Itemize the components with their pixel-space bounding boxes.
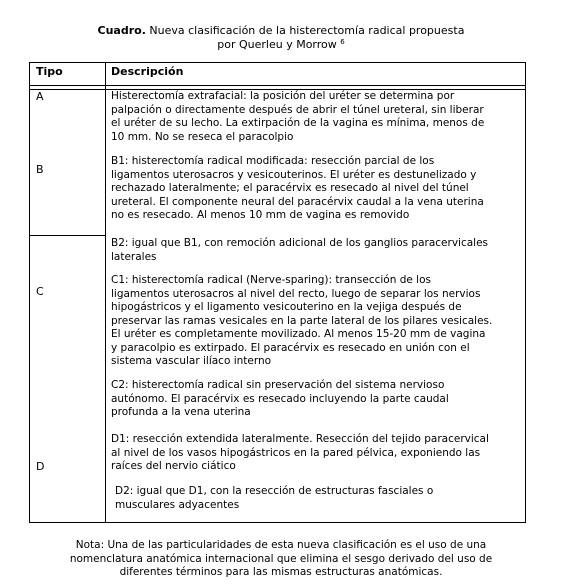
- header-tipo: Tipo: [36, 65, 63, 78]
- note-line: nomenclatura anatómica internacional que elimina el sesgo derivado del uso de: [69, 552, 493, 565]
- description-line: laterales: [111, 250, 157, 263]
- description-line: sistema vascular ilíaco interno: [111, 355, 272, 367]
- description-line: Histerectomía extrafacial: la posición del uréter se determina por: [111, 90, 455, 102]
- description-d2: [115, 485, 527, 512]
- description-line: y paracolpio es extirpado. El paracérvix es resecado en unión con el: [111, 341, 470, 354]
- description-line: ligamentos uterosacros y vesicouterinos. El uréter es destunelizado y: [111, 168, 477, 181]
- description-line: ligamentos uterosacros al nivel del recto, luego de separar los nervios: [111, 287, 481, 300]
- tipo-a: A: [36, 90, 44, 103]
- description-line: autónomo. El paracérvix es resecado incluyendo la parte caudal: [111, 392, 449, 405]
- description-line: al nivel de los vasos hipogástricos en la pared pélvica, exponiendo las: [111, 446, 481, 459]
- caption-title-line-1: Nueva clasificación de la histerectomía radical propuesta: [149, 24, 465, 37]
- description-line: D1: resección extendida lateralmente. Resección del tejido paracervical: [111, 433, 489, 445]
- caption-title-line-2: por Querleu y Morrow: [217, 38, 337, 51]
- description-line: 10 mm. No se reseca el paracolpio: [111, 130, 294, 143]
- description-a: [111, 90, 523, 144]
- header-descripcion: Descripción: [111, 65, 184, 78]
- classification-table: [29, 62, 526, 523]
- description-line: C1: histerectomía radical (Nerve-sparing): transección de los: [111, 274, 431, 286]
- description-line: El uréter es completamente movilizado. Al menos 15-20 mm de vagina: [111, 328, 486, 340]
- description-line: ureteral. El componente neural del paracérvix caudal a la vena uterina: [111, 195, 484, 208]
- note-line: Nota: Una de las particularidades de esta nueva clasificación es el uso de una: [75, 539, 487, 551]
- description-b2: [111, 237, 523, 264]
- column-divider: [105, 63, 106, 522]
- description-c1: [111, 274, 523, 369]
- description-line: raíces del nervio ciático: [111, 460, 236, 472]
- description-line: C2: histerectomía radical sin preservación del sistema nervioso: [111, 379, 445, 391]
- caption-line-1: [0, 24, 562, 38]
- tipo-row-divider: [30, 235, 105, 236]
- caption-reference: 6: [340, 38, 345, 46]
- description-line: el uréter de su lecho. La extirpación de la vagina es mínima, menos de: [111, 117, 485, 129]
- description-line: B1: histerectomía radical modificada: resección parcial de los: [111, 155, 435, 167]
- table-caption: [0, 24, 562, 52]
- note-line: diferentes términos para las mismas estructuras anatómicas.: [119, 566, 443, 578]
- description-d1: [111, 433, 523, 474]
- description-line: musculares adyacentes: [115, 498, 240, 511]
- description-line: preservar las ramas vesicales en la parte lateral de los pilares vesicales.: [111, 314, 493, 327]
- caption-label: Cuadro.: [97, 24, 146, 37]
- description-c2: [111, 379, 523, 420]
- description-line: palpación o directamente después de abrir el túnel ureteral, sin liberar: [111, 103, 484, 116]
- description-line: rechazado lateralmente; el paracérvix es resecado al nivel del túnel: [111, 182, 469, 194]
- description-b1: [111, 155, 523, 223]
- description-line: B2: igual que B1, con remoción adicional de los ganglios paracervicales: [111, 237, 489, 249]
- tipo-c: C: [36, 285, 44, 298]
- description-line: no es resecado. Al menos 10 mm de vagina es removido: [111, 209, 410, 221]
- description-line: hipogástricos y el ligamento vesicouterino en la vejiga después de: [111, 301, 462, 313]
- table-note: [0, 539, 562, 580]
- tipo-d: D: [36, 460, 45, 473]
- description-line: profunda a la vena uterina: [111, 406, 251, 418]
- caption-line-2: [0, 38, 562, 52]
- tipo-b: B: [36, 163, 44, 176]
- description-line: D2: igual que D1, con la resección de estructuras fasciales o: [115, 485, 434, 497]
